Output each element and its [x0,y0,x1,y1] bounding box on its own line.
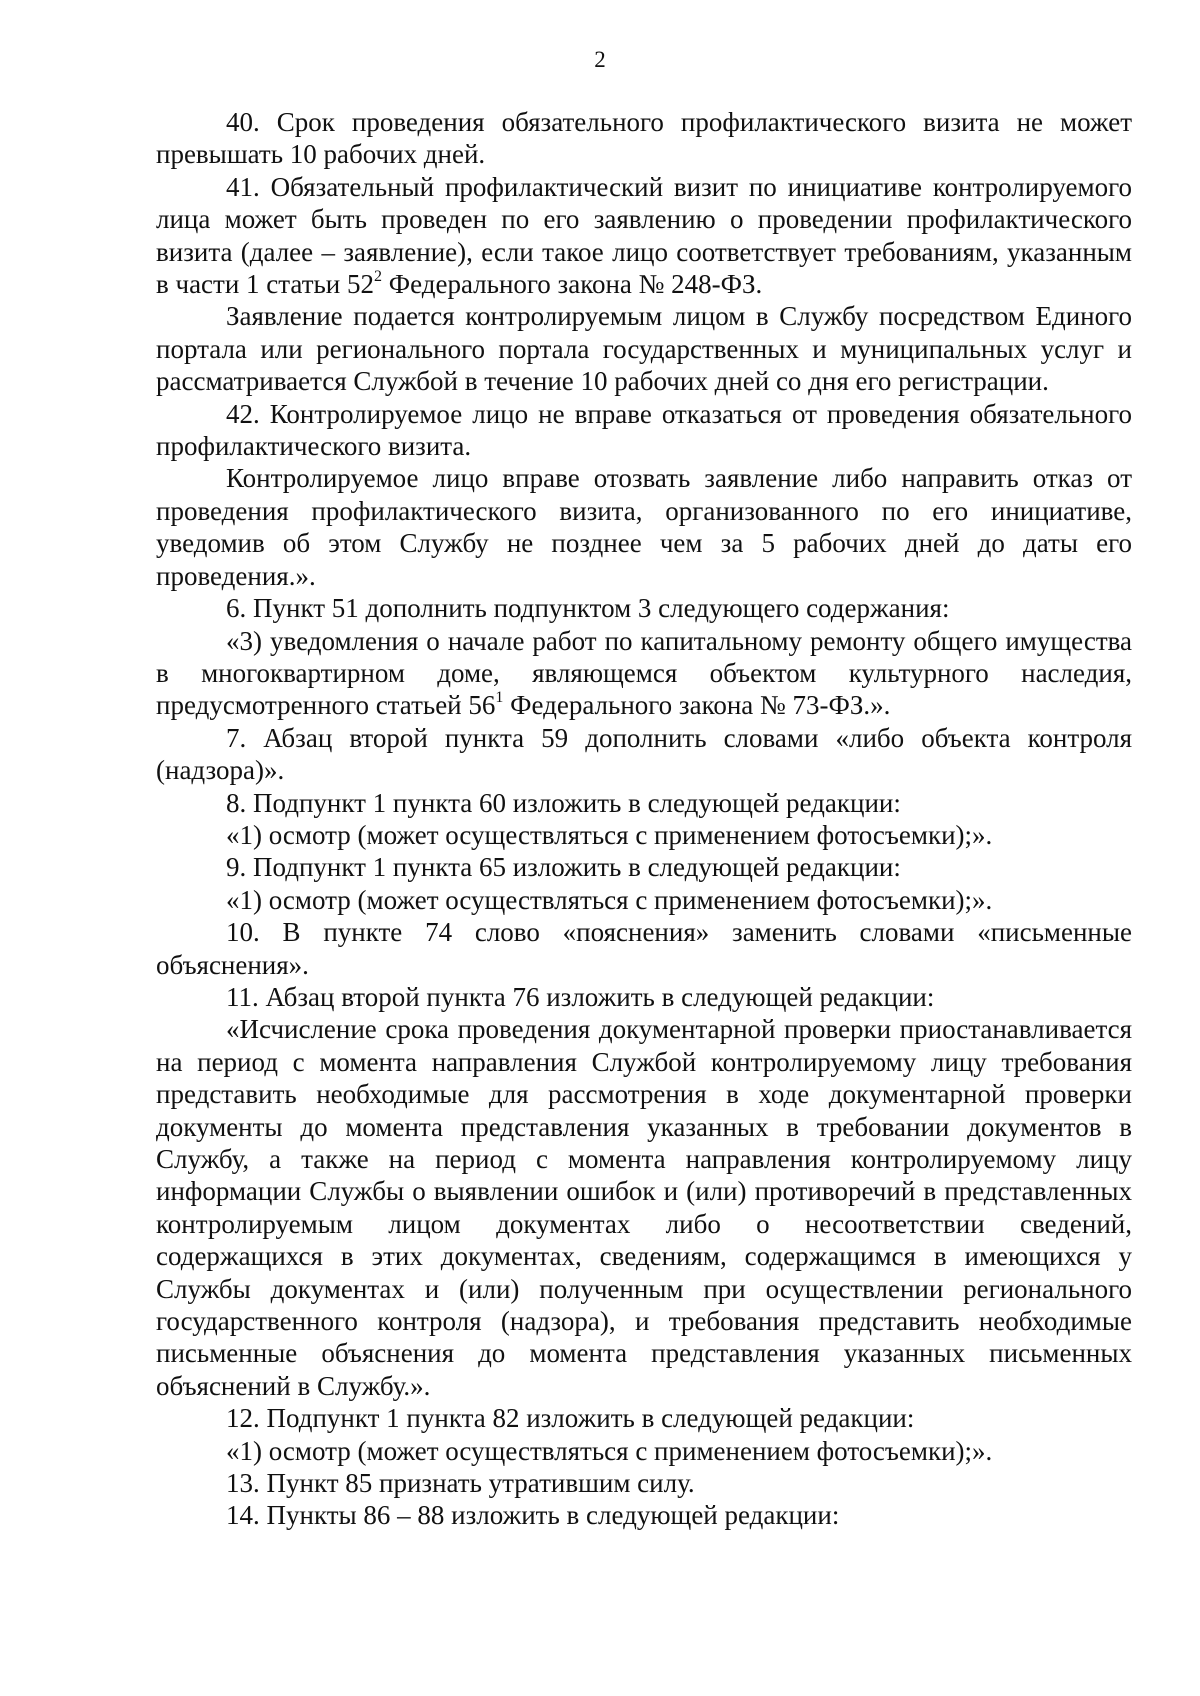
item-6-text [156,625,1132,722]
page-number: 2 [594,47,606,72]
item-11-text: «Исчисление срока проведения документарной проверки приостанавливается на период с момента направления Службой контролируемому лицу требования представить необходимые для рассмотрения в ходе документарной проверки документы до момента представления указанных в требовании документов в Службу, а также на период с момента направления контролируемому лицу информации Службы о выявлении ошибок и (или) противоречий в представленных контролируемым лицом документах либо о несоответствии сведений, содержащихся в этих документах, сведениям, содержащимся в имеющихся у Службы документах и (или) полученным при осуществлении регионального государственного контроля (надзора), и требования представить необходимые письменные объяснения до момента представления указанных письменных объяснений в Службу.». [156,1014,1132,1401]
item-11: 11. Абзац второй пункта 76 изложить в следующей редакции: [226,981,935,1012]
item-6-text-tail: Федерального закона № 73-ФЗ.». [503,690,891,721]
item-9: 9. Подпункт 1 пункта 65 изложить в следующей редакции: [226,852,901,883]
item-8: 8. Подпункт 1 пункта 60 изложить в следующей редакции: [226,787,901,818]
item-12: 12. Подпункт 1 пункта 82 изложить в следующей редакции: [226,1403,915,1434]
item-6-text-body: «3) уведомления о начале работ по капитальному ремонту общего имущества в многоквартирном доме, являющемся объектом культурного наследия, предусмотренного статьей 56 [156,625,1132,721]
paragraph-41-application: Заявление подается контролируемым лицом в Службу посредством Единого портала или регионального портала государственных и муниципальных услуг и рассматривается Службой в течение 10 рабочих дней со дня его регистрации. [156,301,1132,397]
paragraph-42-withdrawal: Контролируемое лицо вправе отозвать заявление либо направить отказ от проведения профилактического визита, организованного по его инициативе, уведомив об этом Службу не позднее чем за 5 рабочих дней до даты его проведения.». [156,463,1132,591]
item-7: 7. Абзац второй пункта 59 дополнить словами «либо объекта контроля (надзора)». [156,722,1132,786]
item-13: 13. Пункт 85 признать утратившим силу. [226,1468,695,1499]
item-10: 10. В пункте 74 слово «пояснения» заменить словами «письменные объяснения». [156,917,1132,980]
item-6: 6. Пункт 51 дополнить подпунктом 3 следующего содержания: [226,593,950,624]
item-12-text: «1) осмотр (может осуществляться с применением фотосъемки);». [226,1435,993,1466]
item-8-text: «1) осмотр (может осуществляться с применением фотосъемки);». [226,819,993,850]
paragraph-41-text: 41. Обязательный профилактический визит по инициативе контролируемого лица может быть проведен по его заявлению о проведении профилактического визита (далее – заявление), если такое лицо соответствует требованиям, указанным в части 1 статьи 52 [156,171,1132,300]
item-6-superscript: 1 [495,689,504,707]
item-14: 14. Пункты 86 – 88 изложить в следующей редакции: [226,1500,840,1531]
paragraph-41-tail: Федерального закона № 248-ФЗ. [382,269,763,300]
document-body [156,106,1132,1532]
paragraph-42: 42. Контролируемое лицо не вправе отказаться от проведения обязательного профилактического визита. [156,398,1132,462]
paragraph-41-superscript: 2 [374,268,383,286]
paragraph-41 [156,171,1132,301]
item-9-text: «1) осмотр (может осуществляться с применением фотосъемки);». [226,884,993,915]
paragraph-40: 40. Срок проведения обязательного профилактического визита не может превышать 10 рабочих дней. [156,107,1132,170]
